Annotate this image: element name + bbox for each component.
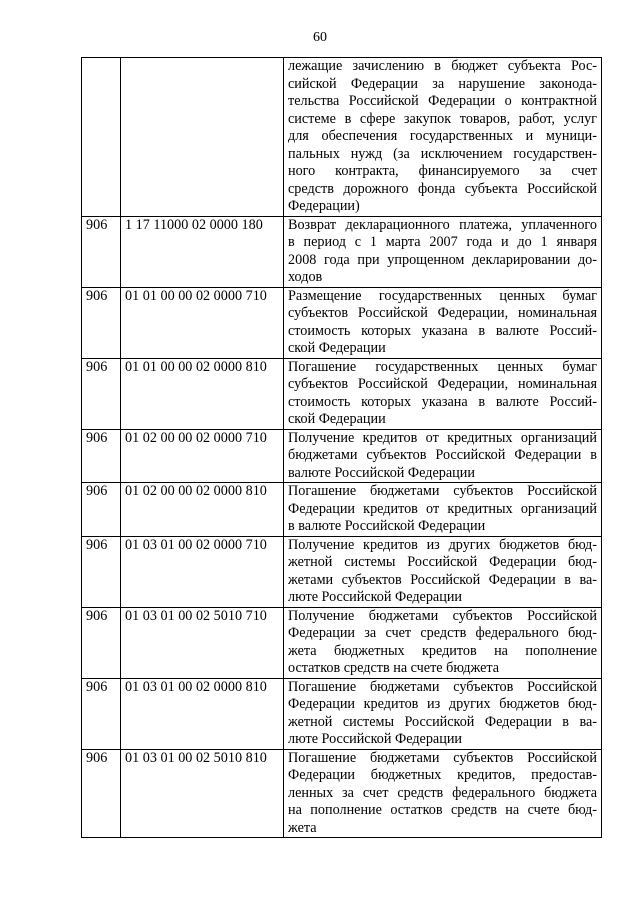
table-row <box>82 429 602 483</box>
description-line: тельства Российской Федерации о контрактной <box>288 93 597 109</box>
description-line: Федерации за счет средств федерального бюд- <box>288 625 597 641</box>
description-line: Погашение бюджетами субъектов Российской <box>288 483 597 499</box>
table-row <box>82 607 602 678</box>
admin-code-cell: 906 <box>82 607 121 678</box>
table-row <box>82 749 602 838</box>
description-line: на пополнение остатков средств на счете бюд- <box>288 802 597 818</box>
description-line: жетами субъектов Российской Федерации в ва- <box>288 571 597 588</box>
admin-code-cell: 906 <box>82 287 121 358</box>
admin-code-cell: 906 <box>82 536 121 607</box>
admin-code-cell: 906 <box>82 429 121 483</box>
table-row <box>82 287 602 358</box>
description-line: лежащие зачислению в бюджет субъекта Рос- <box>288 58 597 74</box>
classification-code-cell: 01 02 00 00 02 0000 710 <box>121 429 284 483</box>
page-number: 60 <box>313 30 327 45</box>
description-line: стоимость которых указана в валюте Россий- <box>288 393 597 410</box>
admin-code-cell: 906 <box>82 216 121 287</box>
description-cell <box>284 429 602 483</box>
description-line: Федерации) <box>288 198 360 214</box>
description-line: сийской Федерации за нарушение законода- <box>288 75 597 92</box>
description-cell <box>284 536 602 607</box>
classification-code-cell: 01 03 01 00 02 0000 810 <box>121 678 284 749</box>
description-line: ской Федерации <box>288 340 386 356</box>
description-line: Получение кредитов от кредитных организаций <box>288 429 597 446</box>
description-cell <box>284 607 602 678</box>
description-cell <box>284 749 602 838</box>
description-line: жетной системы Российской Федерации бюд- <box>288 554 597 570</box>
description-line: люте Российской Федерации <box>288 589 463 605</box>
classification-code-cell <box>121 58 284 217</box>
description-cell <box>284 216 602 287</box>
description-line: Погашение бюджетами субъектов Российской <box>288 678 597 695</box>
description-line: субъектов Российской Федерации, номинальная <box>288 376 597 392</box>
table-row <box>82 483 602 537</box>
description-line: пальных нужд (за исключением государствен- <box>288 145 597 162</box>
description-line: Погашение государственных ценных бумаг <box>288 358 597 375</box>
description-line: Получение кредитов из других бюджетов бюд- <box>288 536 597 553</box>
table-row <box>82 58 602 217</box>
description-line: Федерации кредитов из других бюджетов бюд- <box>288 696 597 712</box>
admin-code-cell: 906 <box>82 678 121 749</box>
description-line: в период с 1 марта 2007 года и до 1 января <box>288 234 597 250</box>
description-line: ской Федерации <box>288 411 386 427</box>
description-cell <box>284 287 602 358</box>
classification-code-cell: 1 17 11000 02 0000 180 <box>121 216 284 287</box>
description-line: системе в сфере закупок товаров, работ, услуг <box>288 110 597 127</box>
description-cell <box>284 58 602 217</box>
description-cell <box>284 483 602 537</box>
description-line: ленных за счет средств федерального бюджета <box>288 784 597 801</box>
description-line: жета <box>288 819 317 836</box>
description-line: для обеспечения государственных и муници- <box>288 128 597 144</box>
classification-code-cell: 01 03 01 00 02 5010 810 <box>121 749 284 838</box>
description-line: жета бюджетных кредитов на пополнение <box>288 642 597 659</box>
admin-code-cell: 906 <box>82 749 121 838</box>
description-line: ходов <box>288 269 323 285</box>
description-cell <box>284 358 602 429</box>
admin-code-cell <box>82 58 121 217</box>
table-row <box>82 358 602 429</box>
description-line: стоимость которых указана в валюте Россий- <box>288 322 597 339</box>
description-line: средств дорожного фонда субъекта Российской <box>288 180 597 197</box>
description-cell <box>284 678 602 749</box>
description-line: Погашение бюджетами субъектов Российской <box>288 749 597 766</box>
description-line: ного контракта, финансируемого за счет <box>288 163 597 179</box>
description-line: Возврат декларационного платежа, уплаченного <box>288 216 597 233</box>
description-line: в валюте Российской Федерации <box>288 518 486 534</box>
classification-code-cell: 01 02 00 00 02 0000 810 <box>121 483 284 537</box>
table-row <box>82 536 602 607</box>
table-row <box>82 216 602 287</box>
classification-code-cell: 01 03 01 00 02 5010 710 <box>121 607 284 678</box>
description-line: Получение бюджетами субъектов Российской <box>288 607 597 624</box>
classification-code-cell: 01 01 00 00 02 0000 810 <box>121 358 284 429</box>
description-line: 2008 года при упрощенном декларировании до- <box>288 251 597 268</box>
classification-code-cell: 01 03 01 00 02 0000 710 <box>121 536 284 607</box>
description-line: Федерации кредитов от кредитных организаций <box>288 500 597 517</box>
budget-codes-table <box>81 57 602 838</box>
classification-code-cell: 01 01 00 00 02 0000 710 <box>121 287 284 358</box>
description-line: жетной системы Российской Федерации в ва- <box>288 713 597 730</box>
admin-code-cell: 906 <box>82 483 121 537</box>
description-line: Размещение государственных ценных бумаг <box>288 287 597 304</box>
description-line: валюте Российской Федерации <box>288 464 475 481</box>
table-body <box>82 58 602 838</box>
description-line: субъектов Российской Федерации, номинальная <box>288 305 597 321</box>
table-row <box>82 678 602 749</box>
admin-code-cell: 906 <box>82 358 121 429</box>
description-line: бюджетами субъектов Российской Федерации в <box>288 447 597 463</box>
description-line: остатков средств на счете бюджета <box>288 660 500 676</box>
description-line: Федерации бюджетных кредитов, предостав- <box>288 767 597 783</box>
description-line: люте Российской Федерации <box>288 731 463 747</box>
